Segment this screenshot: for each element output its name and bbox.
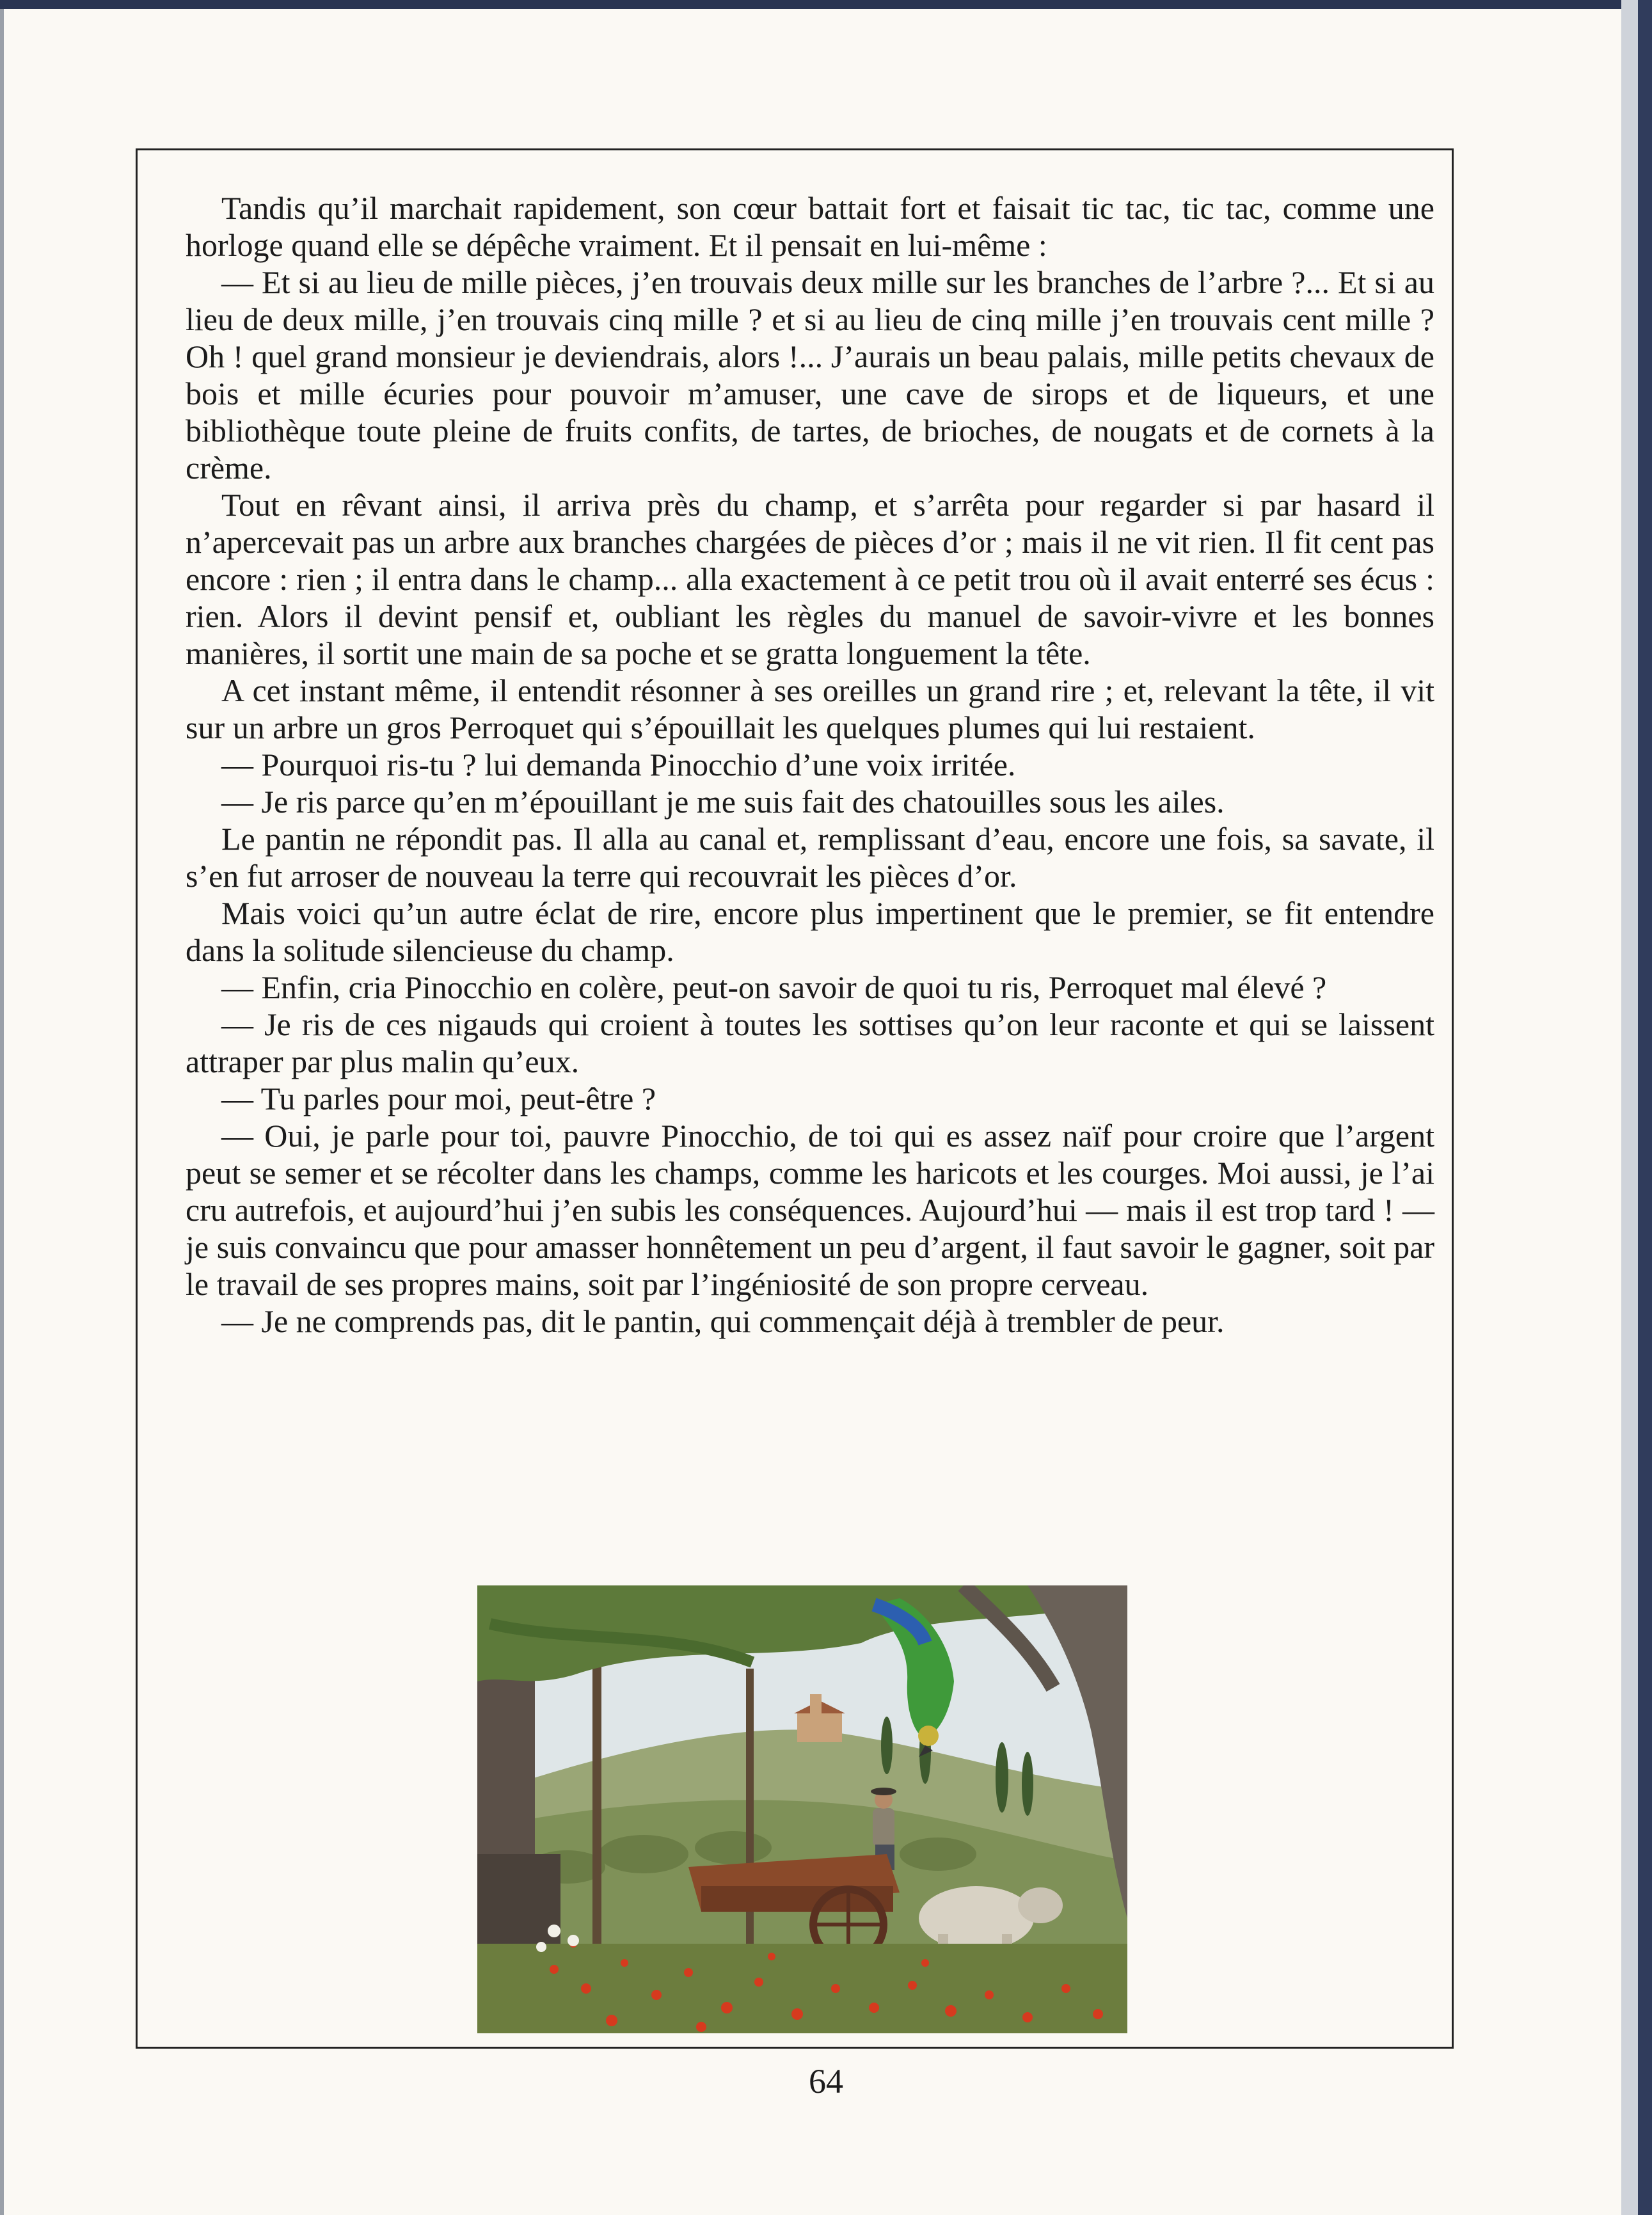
- page-left-edge: [0, 0, 4, 2215]
- paragraph: — Tu parles pour moi, peut-être ?: [221, 1081, 656, 1116]
- paragraph: Le pantin ne répondit pas. Il alla au canal et, remplissant d’eau, encore une fois, sa savate, il s’en fut arroser de nouveau la terre qui recouvrait les pièces d’or.: [186, 821, 1434, 894]
- paragraph: A cet instant même, il entendit résonner à ses oreilles un grand rire ; et, relevant la tête, il vit sur un arbre un gros Perroquet qui s’épouillait les quelques plumes qui lui restaient.: [186, 672, 1434, 745]
- paragraph: — Je ris parce qu’en m’épouillant je me suis fait des chatouilles sous les ailes.: [221, 784, 1225, 820]
- paragraph: Tandis qu’il marchait rapidement, son cœur battait fort et faisait tic tac, tic tac, comme une horloge quand elle se dépêche vraiment. Et il pensait en lui-même :: [186, 190, 1434, 263]
- paragraph: — Et si au lieu de mille pièces, j’en trouvais deux mille sur les branches de l’arbre ?... Et si au lieu de deux mille, j’en trouvais cinq mille ? et si au lieu de cinq mille j’en trouvais cent mille ? Oh ! quel grand monsieur je deviendrais, alors !... J’aurais un beau palais, mille petits chevaux de bois et mille écuries pour pouvoir m’amuser, une cave de sirops et de liqueurs, et une bibliothèque toute pleine de fruits confits, de tartes, de brioches, de nougats et de cornets à la crème.: [186, 264, 1434, 486]
- book-cover-right-band: [1638, 0, 1652, 2215]
- paragraph: — Je ris de ces nigauds qui croient à toutes les sottises qu’on leur raconte et qui se laissent attraper par plus malin qu’eux.: [186, 1006, 1434, 1079]
- page-number: 64: [809, 2062, 843, 2100]
- paragraph: — Je ne comprends pas, dit le pantin, qui commençait déjà à trembler de peur.: [221, 1303, 1225, 1339]
- story-text: [186, 189, 1434, 1340]
- book-spine-edge: [1621, 0, 1638, 2215]
- illustration-svg: [477, 1585, 1127, 2033]
- book-cover-top-band: [0, 0, 1652, 9]
- paragraph: — Enfin, cria Pinocchio en colère, peut-on savoir de quoi tu ris, Perroquet mal élevé ?: [221, 969, 1327, 1005]
- illustration-parrot-field: [477, 1585, 1127, 2033]
- paragraph: Mais voici qu’un autre éclat de rire, encore plus impertinent que le premier, se fit entendre dans la solitude silencieuse du champ.: [186, 895, 1434, 968]
- paragraph: — Pourquoi ris-tu ? lui demanda Pinocchio d’une voix irritée.: [221, 747, 1016, 782]
- paragraph: Tout en rêvant ainsi, il arriva près du champ, et s’arrêta pour regarder si par hasard il n’apercevait pas un arbre aux branches chargées de pièces d’or ; mais il ne vit rien. Il fit cent pas encore : rien ; il entra dans le champ... alla exactement à ce petit trou où il avait enterré ses écus : rien. Alors il devint pensif et, oubliant les règles du manuel de savoir-vivre et les bonnes manières, il sortit une main de sa poche et se gratta longuement la tête.: [186, 487, 1434, 671]
- paragraph: — Oui, je parle pour toi, pauvre Pinocchio, de toi qui es assez naïf pour croire que l’argent peut se semer et se récolter dans les champs, comme les haricots et les courges. Moi aussi, je l’ai cru autrefois, et aujourd’hui j’en subis les conséquences. Aujourd’hui — mais il est trop tard ! — je suis convaincu que pour amasser honnêtement un peu d’argent, il faut savoir le gagner, soit par le travail de ses propres mains, soit par l’ingéniosité de son propre cerveau.: [186, 1118, 1434, 1302]
